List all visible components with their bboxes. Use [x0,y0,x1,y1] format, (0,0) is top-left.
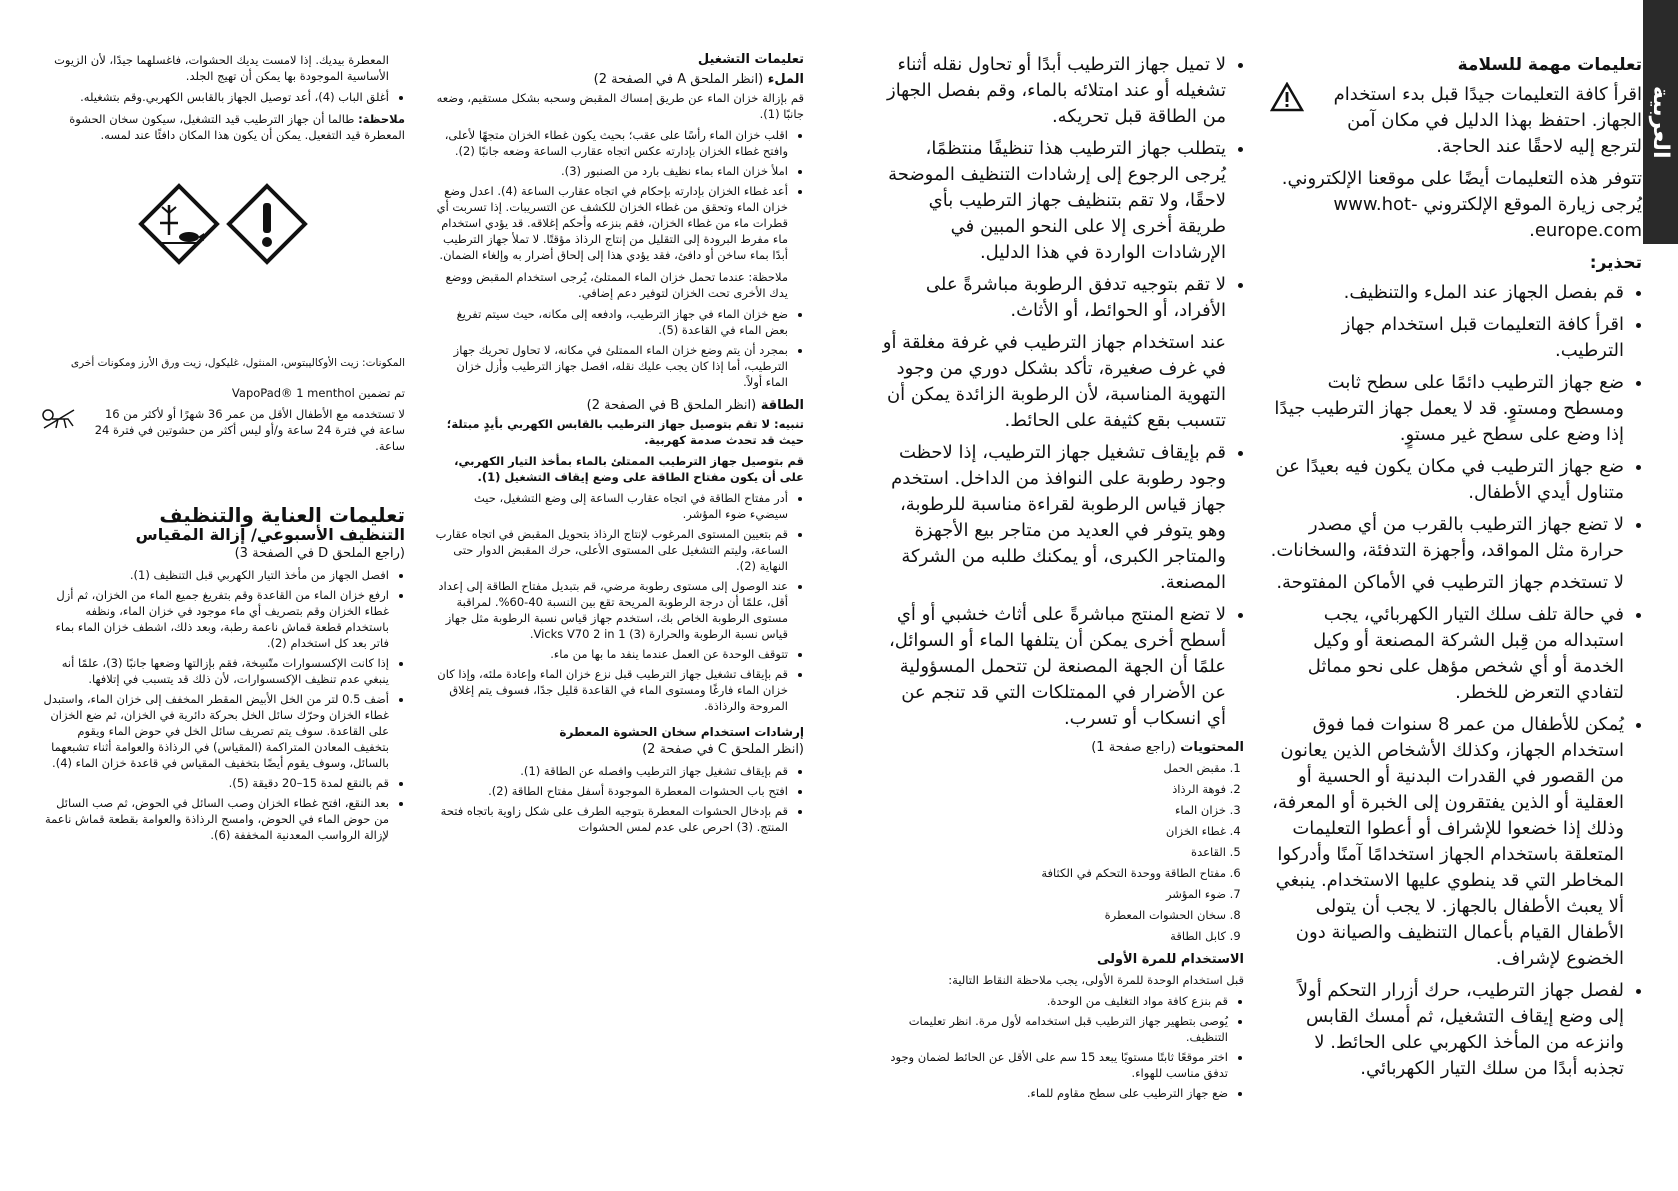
safety-intro: اقرأ كافة التعليمات جيدًا قبل بدء استخدام الجهاز. احتفظ بهذا الدليل في مكان آمن لترجع إليه لاحقًا عند الحاجة. [1333,84,1642,157]
pads-item: • قم بإيقاف تشغيل جهاز الترطيب وافصله عن الطاقة (1). [434,763,788,779]
fill-list-2 [434,306,804,390]
pads-continued: المعطرة بيديك. إذا لامست يديك الحشوات، فاغسلهما جيدًا، لأن الزيوت الأساسية الموجودة بها يمكن أن تهيج الجلد. [54,53,389,83]
warning-list-continued [882,52,1244,732]
first-use-intro: قبل استخدام الوحدة للمرة الأولى، يجب ملاحظة النقاط التالية: [948,973,1244,987]
contents-item: 3. خزان الماء [882,802,1226,818]
fill-item: • بمجرد أن يتم وضع خزان الماء الممتلئ في مكانه، لا تحاول تحريك جهاز الترطيب، أما إذا كان يجب عليك نقله، افصل جهاز الترطيب وأزل خزان الماء أولاً. [434,342,788,390]
operating-column [434,52,804,841]
website-note: تتوفر هذه التعليمات أيضًا على موقعنا الإلكتروني. يُرجى زيارة الموقع الإلكتروني www.hot-europe.com. [1281,168,1642,241]
power-item: • قم بإيقاف تشغيل جهاز الترطيب قبل نزع خزان الماء وإعادة ملئه، وإذا كان خزان الماء فارغًا ومستوى الماء في القاعدة قليل جدًا، فسوف يتم إغلاق المروحة والرذاذة. [434,666,788,714]
care-item: • قم بالنقع لمدة 15–20 دقيقة (5). [40,775,389,791]
warning-item: • اقرأ كافة التعليمات قبل استخدام جهاز الترطيب. [1270,312,1624,364]
language-tab-label: العربية [1648,85,1673,159]
power-item: • تتوقف الوحدة عن العمل عندما ينفد ما بها من ماء. [434,646,788,662]
contents-item: 9. كابل الطاقة [882,928,1226,944]
operating-title: تعليمات التشغيل [697,52,804,67]
door-list [40,89,405,105]
first-use-item: • يُوصى بتطهير جهاز الترطيب قبل استخدامه لأول مرة. انظر تعليمات التنظيف. [882,1013,1228,1045]
care-item: • إذا كانت الإكسسوارات متّسِخة، فقم بإزالتها وضعها جانبًا (3)، علمًا أنه ينبغي عدم تنظيف الإكسسوارات، لأن ذلك قد يتسبب في إتلافها. [40,655,389,687]
contents-item: 6. مفتاح الطاقة ووحدة التحكم في الكثافة [882,865,1226,881]
warning-item: • قم بفصل الجهاز عند الملء والتنظيف. [1270,280,1624,306]
first-use-item: • اختر موقعًا ثابتًا مستويًا يبعد 15 سم على الأقل عن الحائط لضمان وجود تدفق مناسب للهواء. [882,1049,1228,1081]
warning-item: • يُمكن للأطفال من عمر 8 سنوات فما فوق استخدام الجهاز، وكذلك الأشخاص الذين يعانون من القصور في القدرات البدنية أو الحسية أو العقلية أو الذين يفتقرون إلى الخبرة أو المعرفة، وذلك إذا خضعوا للإشراف أو أعطوا التعليمات المتعلقة باستخدام الجهاز استخدامًا آمنًا وأدركوا المخاطر التي قد ينطوي عليها الاستخدام. ينبغي ألا يعبث الأطفال بالجهاز. لا يجب أن يتولى الأطفال القيام بأعمال التنظيف والصيانة دون الخضوع لإشراف. [1270,712,1624,972]
ingredients: المكونات: زيت الأوكاليبتوس، المنثول، غليكول، زيت ورق الأرز ومكونات أخرى [70,357,405,369]
contents-item: 2. فوهة الرذاذ [882,781,1226,797]
infant-prohibited-icon [40,406,78,432]
safety-column [1270,52,1642,1088]
warning-item: لا تستخدم جهاز الترطيب في الأماكن المفتوحة. [1276,572,1624,593]
first-use-item: • قم بنزع كافة مواد التغليف من الوحدة. [882,993,1228,1009]
contents-heading [882,740,1244,756]
power-item: • قم بتعيين المستوى المرغوب لإنتاج الرذاذ بتحويل المقبض في اتجاه عقارب الساعة، وليتم التشغيل على المستوى الأعلى، حرك المقبض الدوار حتى النهاية (2). [434,526,788,574]
warning-item: • لا تضع المنتج مباشرةً على أثاث خشبي أو أي أسطح أخرى يمكن أن يتلفها الماء أو السوائل، علمًا أن الجهة المصنعة لن تتحمل المسؤولية عن الأضرار في الممتلكات التي قد تنجم عن أي انسكاب أو تسرب. [882,602,1226,732]
language-tab [1643,0,1678,244]
heater-note [40,111,405,143]
warnings-contents-column [882,52,1244,1107]
power-ref: (انظر الملحق B في الصفحة 2) [586,398,757,413]
descale-ref: (راجع الملحق D في الصفحة 3) [234,546,405,561]
care-item: • افصل الجهاز من مأخذ التيار الكهربي قبل التنظيف (1). [40,567,389,583]
note-label: ملاحظة: [358,112,405,126]
warning-item: • قم بإيقاف تشغيل جهاز الترطيب، إذا لاحظت وجود رطوبة على النوافذ من الداخل. استخدم جهاز قياس الرطوبة لقراءة مناسبة للرطوبة، وهو يتوفر في العديد من متاجر بيع الأجهزة والمتاجر الكبرى، أو يمكنك طلبه من الشركة المصنعة. [882,440,1226,596]
fill-item: • املأ خزان الماء بماء نظيف بارد من الصنبور (3). [434,163,788,179]
warning-triangle-icon [1270,82,1304,112]
pads-list [434,763,804,835]
warning-item: • لفصل جهاز الترطيب، حرك أزرار التحكم أولاً إلى وضع إيقاف التشغيل، ثم أمسك القابس وانزعه من المأخذ الكهربي على الحائط. لا تجذبه أبدًا من سلك التيار الكهربائي. [1270,978,1624,1082]
power-heading [434,398,804,414]
warning-item: • ضع جهاز الترطيب في مكان يكون فيه بعيدًا عن متناول أيدي الأطفال. [1270,454,1624,506]
fill-item: • ضع خزان الماء في جهاز الترطيب، وادفعه إلى مكانه، حيث سيتم تفريغ بعض الماء في القاعدة (5). [434,306,788,338]
contents-item: 1. مقبض الحمل [882,760,1226,776]
fill-heading [434,72,804,88]
fill-ref: (انظر الملحق A في الصفحة 2) [593,72,764,87]
pads-item: • قم بإدخال الحشوات المعطرة بتوجيه الطرف على شكل زاوية باتجاه فتحة المنتج. (3) احرص على عدم لمس الحشوات [434,803,788,835]
warning-item: • في حالة تلف سلك التيار الكهربائي، يجب استبداله من قِبل الشركة المصنعة أو وكيل الخدمة أو أي شخص مؤهل على نحو مماثل لتفادي التعرض للخطر. [1270,602,1624,706]
warning-item: • يتطلب جهاز الترطيب هذا تنظيفًا منتظمًا، يُرجى الرجوع إلى إرشادات التنظيف الموضحة لاحقًا، ولا تقم بتنظيف جهاز الترطيب بأي طريقة أخرى إلا على النحو المبين في الإرشادات الواردة في هذا الدليل. [882,136,1226,266]
contains-note: تم تضمين VapoPad® 1 menthol [231,386,405,400]
warning-item: • لا تميل جهاز الترطيب أبدًا أو تحاول نقله أثناء تشغيله أو عند امتلائه بالماء، وقم بفصل الجهاز من الطاقة قبل تحريكه. [882,52,1226,130]
pads-title: إرشادات استخدام سخان الحشوة المعطرة [559,725,804,739]
safety-intro-row [1270,82,1642,166]
fill-item: • اقلب خزان الماء رأسًا على عقب؛ بحيث يكون غطاء الخزان متجهًا لأعلى، وافتح غطاء الخزان بإدارته عكس اتجاه عقارب الساعة وضعه جانبًا (2). [434,127,788,159]
fill-note: ملاحظة: عندما تحمل خزان الماء الممتلئ، يُرجى استخدام المقبض ووضع يدك الأخرى تحت الخزان لتوفير دعم إضافي. [445,270,788,300]
care-column [40,52,405,849]
care-item: • ارفع خزان الماء من القاعدة وقم بتفريغ جميع الماء من الخزان، ثم أزل غطاء الخزان وقم بتصريف أي ماء موجود في خزان الماء، ونظفه باستخدام قطعة قماش ناعمة رطبة، وبعد ذلك، اشطف خزان الماء بماء فاتر بعد كل استخدام (2). [40,587,389,651]
safety-title: تعليمات مهمة للسلامة [1457,55,1642,75]
fill-title: الملء [767,72,804,87]
contents-ref: (راجع صفحة 1) [1091,740,1176,755]
warning-item: • لا تقم بتوجيه تدفق الرطوبة مباشرةً على الأفراد، أو الحوائط، أو الأثاث. [882,272,1226,324]
pads-ref: (انظر الملحق C في صفحة 2) [642,742,804,757]
warning-item: • ضع جهاز الترطيب دائمًا على سطح ثابت ومسطح ومستوٍ. قد لا يعمل جهاز الترطيب جيدًا إذا وضع على سطح غير مستوٍ. [1270,370,1624,448]
contents-item: 8. سخان الحشوات المعطرة [882,907,1226,923]
contents-item: 4. غطاء الخزان [882,823,1226,839]
power-item: • عند الوصول إلى مستوى رطوبة مرضي، قم بتبديل مفتاح الطاقة إلى إعداد أقل، علمًا أن درجة الرطوبة المريحة تقع بين النسبة 40-60%. لمراقبة مستوى الرطوبة الخاص بك، استخدم جهاز قياس نسبة الرطوبة مثل جهاز قياس نسبة الرطوبة والحرارة Vicks V70 2 in 1 (3). [434,578,788,642]
power-item: • أدر مفتاح الطاقة في اتجاه عقارب الساعة إلى وضع التشغيل، حيث سيضيء ضوء المؤشر. [434,490,788,522]
child-warning: لا تستخدمه مع الأطفال الأقل من عمر 36 شهرًا أو لأكثر من 16 ساعة في فترة 24 ساعة و/أو ليس أكثر من حشوتين في فترة 24 ساعة. [94,407,405,453]
descale-title: التنظيف الأسبوعي/ إزالة المقياس [135,525,405,544]
fill-item: • أعد غطاء الخزان بإدارته بإحكام في اتجاه عقارب الساعة (4). اعدل وضع خزان الماء وتحقق من غطاء الخزان للكشف عن التسريبات. إذا تسربت أي قطرات ماء من غطاء الخزان، فقم بنزعه وأحكم إغلاقه. قد يؤدي استخدام ماء مفرط البرودة إلى التقليل من إنتاج الرذاذ مؤقتًا. لا تملأ جهاز الترطيب أبدًا بماء ساخن أو دافئ، فقد يؤدي هذا إلى إلحاق أضرار به وإلغاء الضمان. [434,183,788,263]
care-title: تعليمات العناية والتنظيف [159,503,405,527]
contents-list [882,760,1244,944]
hazard-pictograms [40,183,405,265]
power-connect: قم بتوصيل جهاز الترطيب الممتلئ بالماء بمأخذ التيار الكهربي، على أن يكون مفتاح الطاقة على وضع إيقاف التشغيل (1). [454,454,804,484]
power-title: الطاقة [760,398,804,413]
contents-item: 7. ضوء المؤشر [882,886,1226,902]
contents-item: 5. القاعدة [882,844,1226,860]
contents-title: المحتويات [1180,740,1244,755]
door-item: • أغلق الباب (4)، أعد توصيل الجهاز بالقابس الكهربي.وقم بتشغيله. [40,89,389,105]
care-item: • أضف 0.5 لتر من الخل الأبيض المقطر المخفف إلى خزان الماء، واستبدل غطاء الخزان وحرّك سائل الخل بحركة دائرية في الخزان، ثم ضع الخزان على القاعدة. سوف يتم تصريف سائل الخل في حوض الماء ويقوم بتخفيف المعادن المتراكمة (المقياس) في الرذاذة والعوامة أثناء تشبعهما بالسائل، وسوف يقوم أيضًا بتخفيف المقياس في قاعدة خزان الماء (4). [40,691,389,771]
fill-list [434,127,804,263]
power-list [434,490,804,714]
power-warning: تنبيه: لا تقم بتوصيل جهاز الترطيب بالقابس الكهربي بأيدٍ مبتلة؛ حيث قد تحدث صدمة كهربية. [446,417,804,447]
exclamation-hazard-icon [226,183,308,265]
note-text: طالما أن جهاز الترطيب قيد التشغيل، سيكون سخان الحشوة المعطرة قيد التفعيل. يمكن أن يكون هذا المكان دافئًا عند لمسه. [69,112,405,142]
child-warning-row [40,406,405,459]
warning-title: تحذير: [1589,253,1642,273]
warning-item: عند استخدام جهاز الترطيب في غرفة مغلقة أو في غرف صغيرة، تأكد بشكل دوري من وجود التهوية المناسبة، لأن الرطوبة الزائدة يمكن أن تتسبب بقع كثيفة على الحائط. [882,332,1226,431]
pads-item: • افتح باب الحشوات المعطرة الموجودة أسفل مفتاح الطاقة (2). [434,783,788,799]
fill-intro: قم بإزالة خزان الماء عن طريق إمساك المقبض وسحبه بشكل مستقيم، وضعه جانبًا (1). [436,91,804,121]
warning-list [1270,280,1642,1082]
environment-hazard-icon [138,183,220,265]
first-use-title: الاستخدام للمرة الأولى [1096,952,1244,967]
warning-item: • لا تضع جهاز الترطيب بالقرب من أي مصدر حرارة مثل المواقد، وأجهزة التدفئة، والسخانات. [1270,512,1624,564]
first-use-item: • ضع جهاز الترطيب على سطح مقاوم للماء. [882,1085,1228,1101]
care-list [40,567,405,843]
first-use-list [882,993,1244,1101]
care-item: • بعد النقع، افتح غطاء الخزان وصب السائل في الحوض، ثم صب السائل من حوض الماء في الحوض، وامسح الرذاذة والعوامة بقطعة قماش ناعمة لإزالة الرواسب المعدنية المخففة (6). [40,795,389,843]
